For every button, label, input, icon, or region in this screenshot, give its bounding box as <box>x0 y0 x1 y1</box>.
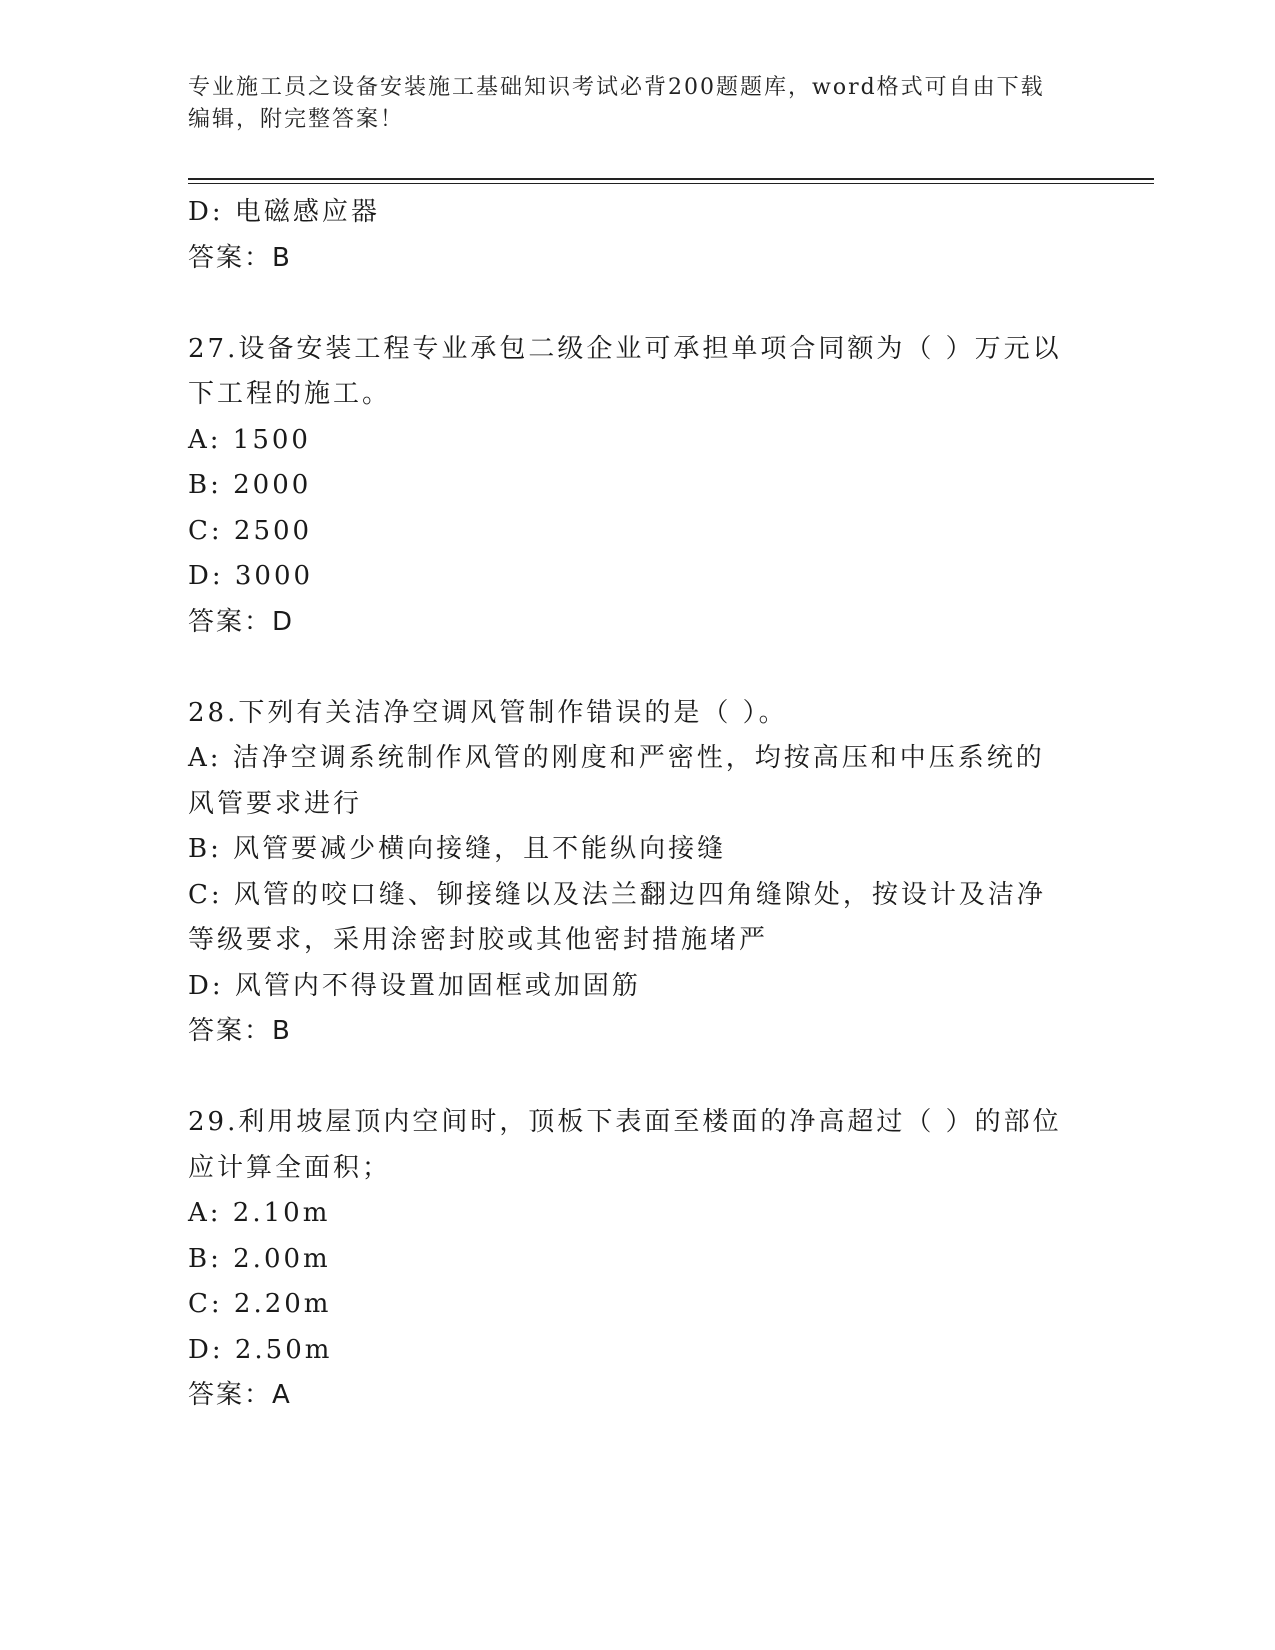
spacer <box>188 645 1088 691</box>
question-27 <box>188 327 1088 646</box>
option-c: C: 2.20m <box>188 1289 332 1319</box>
option-d: D: 3000 <box>188 561 314 591</box>
question-29 <box>188 1100 1088 1419</box>
option-b: B: 风管要减少横向接缝，且不能纵向接缝 <box>188 834 727 864</box>
option-a: A: 2.10m <box>188 1198 331 1228</box>
carryover-answer: 答案：B <box>188 242 292 273</box>
option-c: C: 2500 <box>188 515 313 546</box>
option-a: A: 洁净空调系统制作风管的刚度和严密性，均按高压和中压系统的风管要求进行 <box>188 743 1045 819</box>
carryover-option-d: D: 电磁感应器 <box>188 197 380 227</box>
question-text: 29.利用坡屋顶内空间时，顶板下表面至楼面的净高超过（ ）的部位应计算全面积； <box>188 1107 1062 1183</box>
question-content <box>188 190 1088 1419</box>
option-b: B: 2.00m <box>188 1243 331 1274</box>
option-b: B: 2000 <box>188 470 312 500</box>
page-header <box>188 72 1088 136</box>
header-rule-thick <box>188 178 1154 180</box>
question-text: 28.下列有关洁净空调风管制作错误的是（ ）。 <box>188 697 788 728</box>
header-line-2: 编辑，附完整答案！ <box>188 107 405 132</box>
answer: 答案：D <box>188 606 295 637</box>
spacer <box>188 281 1088 327</box>
spacer <box>188 1055 1088 1101</box>
header-line-1: 专业施工员之设备安装施工基础知识考试必背200题题库，word格式可自由下载 <box>188 75 1045 100</box>
option-d: D: 风管内不得设置加固框或加固筋 <box>188 970 641 1001</box>
answer: 答案：B <box>188 1016 292 1046</box>
answer: 答案：A <box>188 1380 292 1410</box>
question-28 <box>188 691 1088 1055</box>
question-text: 27.设备安装工程专业承包二级企业可承担单项合同额为（ ）万元以下工程的施工。 <box>188 333 1062 409</box>
header-rule-thin <box>188 183 1154 184</box>
option-d: D: 2.50m <box>188 1334 333 1365</box>
option-a: A: 1500 <box>188 424 311 455</box>
option-c: C: 风管的咬口缝、铆接缝以及法兰翻边四角缝隙处，按设计及洁净等级要求，采用涂密封胶或其他密封措施堵严 <box>188 879 1046 955</box>
